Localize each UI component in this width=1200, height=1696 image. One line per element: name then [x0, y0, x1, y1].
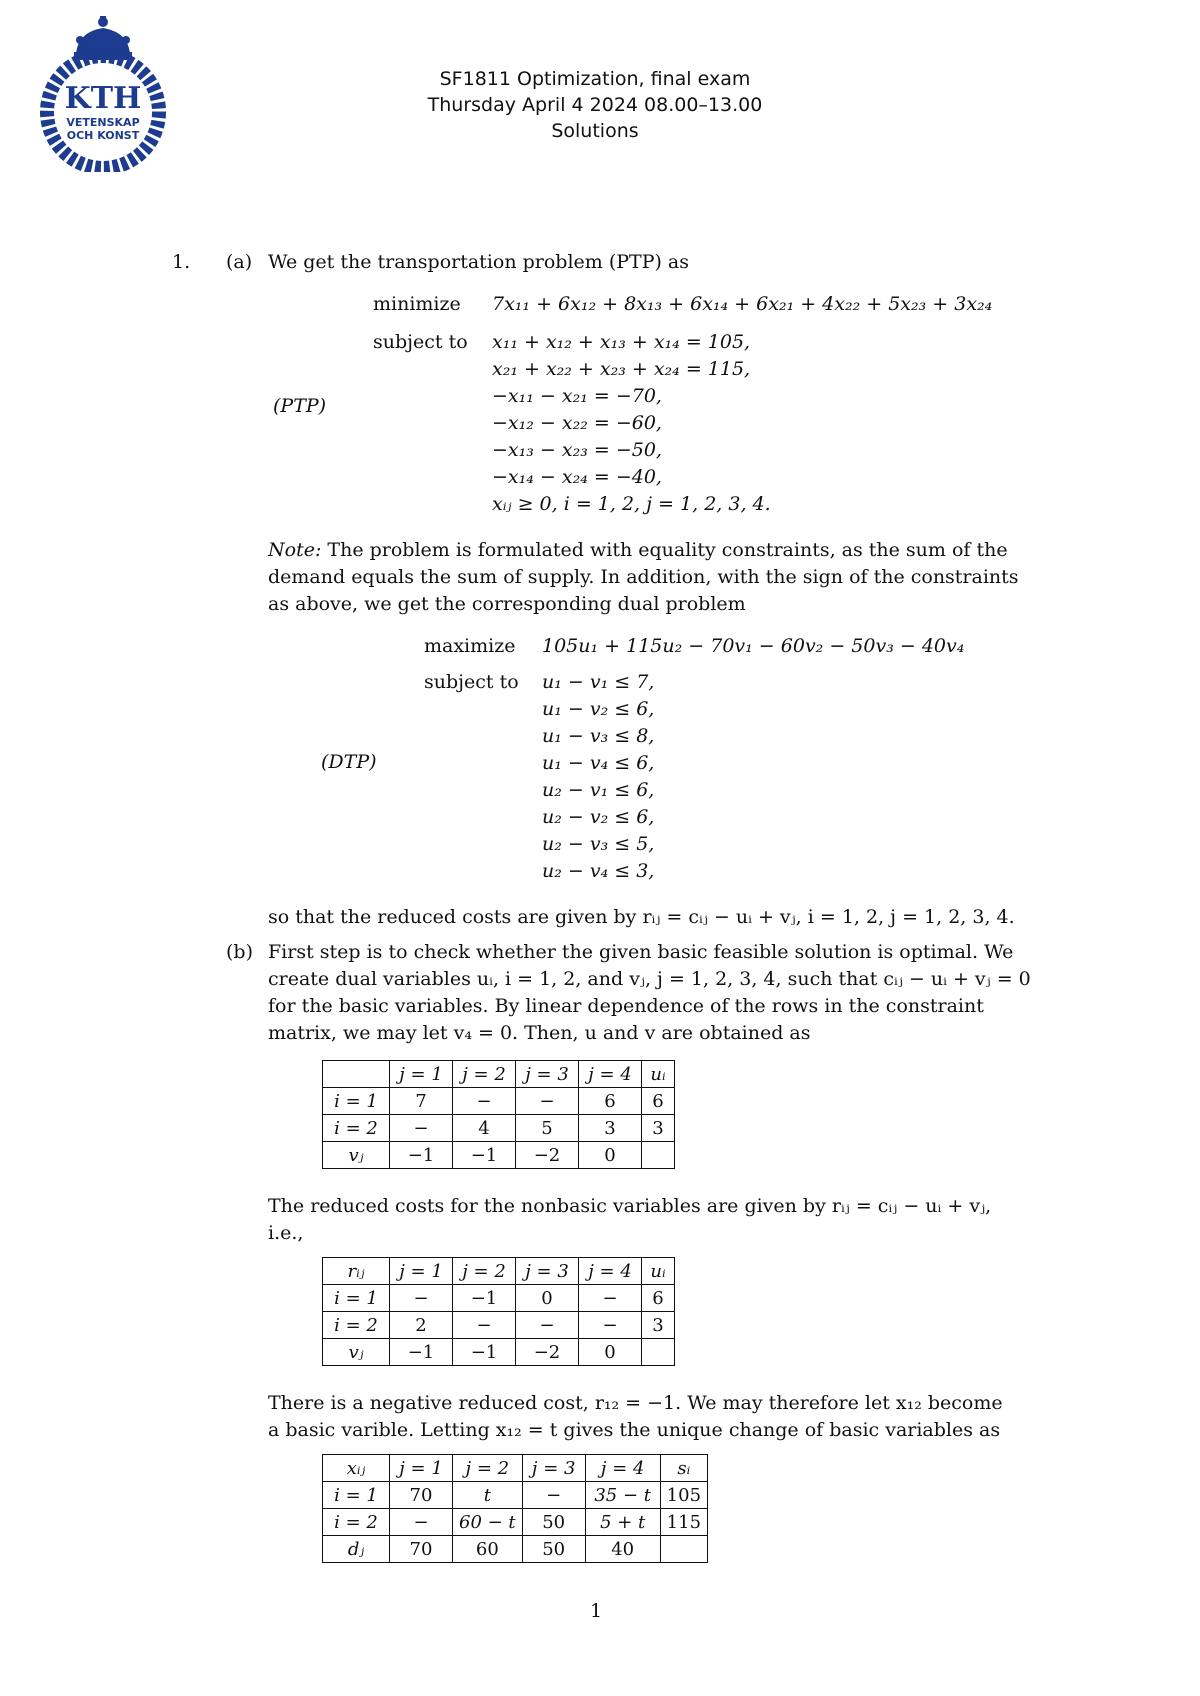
exam-date: Thursday April 4 2024 08.00–13.00 [427, 94, 763, 116]
table-cell: i = 1 [323, 1482, 390, 1509]
table-cell: 6 [579, 1088, 642, 1115]
table-cell: 0 [516, 1285, 579, 1312]
table-cell: t [453, 1482, 523, 1509]
dtp-label: (DTP) [321, 751, 377, 773]
ptp-constraint: −x₁₁ − x₂₁ = −70, [492, 385, 662, 407]
table-cell: 4 [453, 1115, 516, 1142]
table-cell: 35 − t [585, 1482, 660, 1509]
table-cell: 50 [522, 1509, 585, 1536]
exam-title: SF1811 Optimization, final exam [439, 68, 751, 90]
table-cell: i = 2 [323, 1115, 390, 1142]
reduced-cost-line: so that the reduced costs are given by rᵢⱼ = cᵢⱼ − uᵢ + vⱼ, i = 1, 2, j = 1, 2, 3, 4. [268, 906, 1015, 928]
table-cell: dⱼ [323, 1536, 390, 1563]
part-b-text: a basic varible. Letting x₁₂ = t gives the unique change of basic variables as [268, 1419, 1001, 1441]
exam-subtitle: Solutions [551, 120, 639, 142]
table-row [323, 1285, 675, 1312]
dtp-constraint: u₂ − v₃ ≤ 5, [542, 833, 655, 855]
table-cell: 3 [642, 1312, 675, 1339]
table-cell [323, 1061, 390, 1088]
table-cell: j = 4 [579, 1258, 642, 1285]
table-cell: 7 [390, 1088, 453, 1115]
part-b-text: The reduced costs for the nonbasic variables are given by rᵢⱼ = cᵢⱼ − uᵢ + vⱼ, [268, 1195, 992, 1217]
kth-seal-icon [28, 12, 178, 172]
table-cell: vⱼ [323, 1142, 390, 1169]
table-row [323, 1339, 675, 1366]
dtp-constraint: u₁ − v₂ ≤ 6, [542, 698, 655, 720]
table-cell: i = 2 [323, 1509, 390, 1536]
table-cell: j = 3 [516, 1258, 579, 1285]
table-cell: uᵢ [642, 1061, 675, 1088]
ptp-constraint: −x₁₃ − x₂₃ = −50, [492, 439, 662, 461]
table-cell: 70 [390, 1536, 453, 1563]
table-cell: − [453, 1088, 516, 1115]
table-row [323, 1142, 675, 1169]
dtp-constraint: u₂ − v₂ ≤ 6, [542, 806, 655, 828]
part-b-text: There is a negative reduced cost, r₁₂ = −1. We may therefore let x₁₂ become [268, 1392, 1003, 1414]
table-row [323, 1536, 708, 1563]
part-b-text: i.e., [268, 1222, 304, 1244]
dtp-constraint: u₂ − v₁ ≤ 6, [542, 779, 655, 801]
ptp-label: (PTP) [273, 395, 327, 417]
dual-variables-table [322, 1060, 675, 1169]
logo-line2: OCH KONST [66, 129, 140, 142]
table-cell: − [516, 1312, 579, 1339]
minimize-keyword: minimize [373, 293, 461, 315]
note-line: as above, we get the corresponding dual problem [268, 593, 746, 615]
table-cell: i = 1 [323, 1285, 390, 1312]
table-cell: − [516, 1088, 579, 1115]
table-row [323, 1455, 708, 1482]
ptp-constraint: x₁₁ + x₁₂ + x₁₃ + x₁₄ = 105, [492, 331, 751, 353]
table-cell: i = 1 [323, 1088, 390, 1115]
table-cell: xᵢⱼ [323, 1455, 390, 1482]
table-cell: − [390, 1509, 453, 1536]
part-b-text: create dual variables uᵢ, i = 1, 2, and vⱼ, j = 1, 2, 3, 4, such that cᵢⱼ − uᵢ + vⱼ = 0 [268, 968, 1031, 990]
table-row [323, 1258, 675, 1285]
part-b-text: matrix, we may let v₄ = 0. Then, u and v are obtained as [268, 1022, 811, 1044]
table-cell: 3 [579, 1115, 642, 1142]
ptp-objective: 7x₁₁ + 6x₁₂ + 8x₁₃ + 6x₁₄ + 6x₂₁ + 4x₂₂ + 5x₂₃ + 3x₂₄ [492, 293, 993, 315]
page-number: 1 [590, 1600, 603, 1622]
table-cell: − [579, 1285, 642, 1312]
ptp-constraint: −x₁₂ − x₂₂ = −60, [492, 412, 662, 434]
table-cell: − [390, 1115, 453, 1142]
table-cell: rᵢⱼ [323, 1258, 390, 1285]
table-cell [660, 1536, 707, 1563]
table-cell: −2 [516, 1142, 579, 1169]
dtp-constraint: u₁ − v₃ ≤ 8, [542, 725, 655, 747]
part-a-label: (a) [226, 251, 253, 273]
table-cell: −2 [516, 1339, 579, 1366]
part-b-text: for the basic variables. By linear dependence of the rows in the constraint [268, 995, 984, 1017]
table-cell: 0 [579, 1142, 642, 1169]
table-cell: −1 [390, 1142, 453, 1169]
logo-kth: KTH [64, 81, 142, 116]
table-cell: 60 [453, 1536, 523, 1563]
table-cell: 5 [516, 1115, 579, 1142]
note-text: The problem is formulated with equality constraints, as the sum of the [327, 539, 1008, 561]
table-cell: −1 [453, 1339, 516, 1366]
table-cell: j = 1 [390, 1455, 453, 1482]
table-cell: j = 1 [390, 1061, 453, 1088]
dtp-constraint: u₁ − v₁ ≤ 7, [542, 671, 655, 693]
logo-line1: VETENSKAP [66, 116, 140, 129]
table-row [323, 1115, 675, 1142]
table-cell: vⱼ [323, 1339, 390, 1366]
table-cell: 5 + t [585, 1509, 660, 1536]
table-cell: −1 [453, 1142, 516, 1169]
ptp-constraint: x₂₁ + x₂₂ + x₂₃ + x₂₄ = 115, [492, 358, 751, 380]
maximize-keyword: maximize [424, 635, 516, 657]
reduced-costs-table [322, 1257, 675, 1366]
table-row [323, 1312, 675, 1339]
table-row [323, 1061, 675, 1088]
part-a-intro: We get the transportation problem (PTP) as [268, 251, 690, 273]
table-row [323, 1088, 675, 1115]
note-line [268, 538, 1008, 562]
table-cell [642, 1339, 675, 1366]
table-cell: 3 [642, 1115, 675, 1142]
ptp-constraint: xᵢⱼ ≥ 0, i = 1, 2, j = 1, 2, 3, 4. [492, 493, 771, 515]
basis-change-table [322, 1454, 708, 1563]
table-cell: j = 2 [453, 1258, 516, 1285]
table-cell: j = 2 [453, 1455, 523, 1482]
table-cell [642, 1142, 675, 1169]
table-cell: − [390, 1285, 453, 1312]
table-cell: −1 [390, 1339, 453, 1366]
table-cell: j = 3 [516, 1061, 579, 1088]
dtp-constraint: u₁ − v₄ ≤ 6, [542, 752, 655, 774]
table-cell: − [453, 1312, 516, 1339]
table-cell: 105 [660, 1482, 707, 1509]
table-cell: 50 [522, 1536, 585, 1563]
table-cell: 0 [579, 1339, 642, 1366]
dual-subject-to-keyword: subject to [424, 671, 519, 693]
table-cell: j = 1 [390, 1258, 453, 1285]
table-cell: − [522, 1482, 585, 1509]
table-cell: sᵢ [660, 1455, 707, 1482]
part-b-text: First step is to check whether the given basic feasible solution is optimal. We [268, 941, 1014, 963]
note-label: Note: [268, 539, 322, 561]
table-row [323, 1482, 708, 1509]
table-cell: − [579, 1312, 642, 1339]
table-cell: j = 3 [522, 1455, 585, 1482]
dtp-objective: 105u₁ + 115u₂ − 70v₁ − 60v₂ − 50v₃ − 40v₄ [542, 635, 965, 657]
table-cell: 2 [390, 1312, 453, 1339]
table-cell: i = 2 [323, 1312, 390, 1339]
note-line: demand equals the sum of supply. In addition, with the sign of the constraints [268, 566, 1019, 588]
table-cell: −1 [453, 1285, 516, 1312]
table-cell: j = 2 [453, 1061, 516, 1088]
table-cell: j = 4 [585, 1455, 660, 1482]
part-b-label: (b) [226, 941, 253, 963]
problem-number: 1. [172, 251, 191, 273]
kth-logo [28, 12, 178, 172]
table-cell: 70 [390, 1482, 453, 1509]
table-cell: 60 − t [453, 1509, 523, 1536]
table-cell: 40 [585, 1536, 660, 1563]
table-cell: 6 [642, 1285, 675, 1312]
table-cell: uᵢ [642, 1258, 675, 1285]
subject-to-keyword: subject to [373, 331, 468, 353]
table-cell: 115 [660, 1509, 707, 1536]
table-cell: j = 4 [579, 1061, 642, 1088]
ptp-constraint: −x₁₄ − x₂₄ = −40, [492, 466, 662, 488]
dtp-constraint: u₂ − v₄ ≤ 3, [542, 860, 655, 882]
table-row [323, 1509, 708, 1536]
table-cell: 6 [642, 1088, 675, 1115]
